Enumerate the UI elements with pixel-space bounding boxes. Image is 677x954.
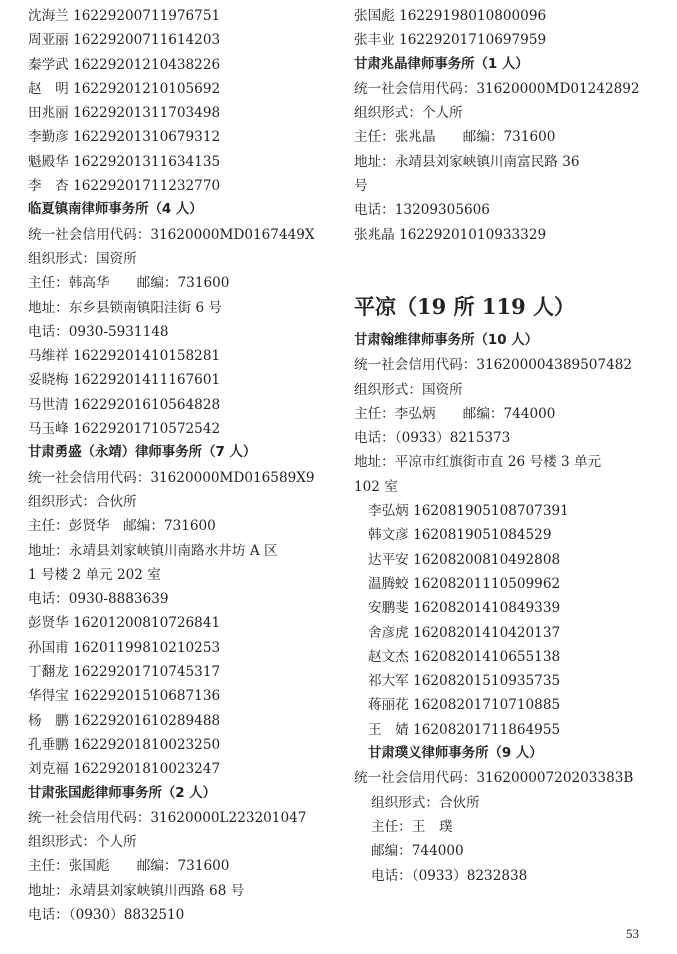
entry-line: 李弘炳 162081905108707391 <box>368 503 569 520</box>
entry-line: 地址：平凉市红旗街市直 26 号楼 3 单元 <box>354 454 602 471</box>
entry-line: 韩文彦 1620819051084529 <box>368 527 552 544</box>
firm-heading: 甘肃兆晶律师事务所（1 人） <box>354 56 529 72</box>
entry-line: 主任：王 璞 <box>371 818 453 835</box>
entry-line: 地址：东乡县锁南镇阳洼街 6 号 <box>28 299 223 316</box>
entry-line: 孙国甫 16201199810210253 <box>28 639 221 656</box>
firm-heading: 临夏镇南律师事务所（4 人） <box>28 202 203 218</box>
entry-line: 1 号楼 2 单元 202 室 <box>28 566 161 583</box>
entry-line: 主任：李弘炳 邮编：744000 <box>354 405 556 422</box>
entry-line: 妥晓梅 16229201411167601 <box>28 372 221 389</box>
entry-line: 祁大军 16208201510935735 <box>368 673 561 690</box>
firm-heading: 甘肃翰维律师事务所（10 人） <box>354 332 538 348</box>
entry-line: 电话：（0933）8232838 <box>371 867 528 884</box>
page-number: 53 <box>626 926 639 941</box>
region-heading: 平凉（19 所 119 人） <box>354 293 575 319</box>
entry-line: 舍彦虎 16208201410420137 <box>368 624 561 641</box>
entry-line: 102 室 <box>354 478 398 495</box>
entry-line: 组织形式：个人所 <box>354 105 463 122</box>
entry-line: 统一社会信用代码：31620000L223201047 <box>28 809 307 826</box>
entry-line: 组织形式：国资所 <box>354 381 463 398</box>
entry-line: 电话：（0930）8832510 <box>28 906 185 923</box>
entry-line: 张丰业 16229201710697959 <box>354 32 547 49</box>
entry-line: 田兆丽 16229201311703498 <box>28 105 221 122</box>
entry-line: 丁翻龙 16229201710745317 <box>28 664 221 681</box>
entry-line: 电话：0930-5931148 <box>28 323 169 340</box>
entry-line: 电话：0930-8883639 <box>28 591 169 608</box>
entry-line: 组织形式：个人所 <box>28 834 137 851</box>
entry-line: 号 <box>354 178 368 195</box>
entry-line: 刘克福 16229201810023247 <box>28 761 221 778</box>
entry-line: 统一社会信用代码：31620000720203383B <box>354 770 634 787</box>
entry-line: 马世清 16229201610564828 <box>28 396 221 413</box>
entry-line: 组织形式：合伙所 <box>371 794 480 811</box>
entry-line: 主任：彭贤华 邮编：731600 <box>28 518 216 535</box>
entry-line: 赵 明 16229201210105692 <box>28 80 221 97</box>
entry-line: 主任：韩高华 邮编：731600 <box>28 275 230 292</box>
entry-line: 电话：（0933）8215373 <box>354 430 511 447</box>
entry-line: 王 婧 16208201711864955 <box>368 721 561 738</box>
entry-line: 周亚丽 16229200711614203 <box>28 32 221 49</box>
entry-line: 张国彪 16229198010800096 <box>354 8 547 24</box>
entry-line: 主任：张兆晶 邮编：731600 <box>354 129 556 146</box>
entry-line: 主任：张国彪 邮编：731600 <box>28 858 230 875</box>
entry-line: 组织形式：合伙所 <box>28 493 137 510</box>
entry-line: 地址：永靖县刘家峡镇川南富民路 36 <box>354 153 580 170</box>
entry-line: 地址：永靖县刘家峡镇川南路水井坊 A 区 <box>28 542 278 559</box>
entry-line: 华得宝 16229201510687136 <box>28 688 221 705</box>
entry-line: 统一社会信用代码：31620000MD0167449X <box>28 226 315 243</box>
entry-line: 李勤彦 16229201310679312 <box>28 129 221 146</box>
entry-line: 地址：永靖县刘家峡镇川西路 68 号 <box>28 882 245 899</box>
entry-line: 张兆晶 16229201010933329 <box>354 226 547 243</box>
entry-line: 蒋丽花 16208201710710885 <box>368 697 561 714</box>
firm-heading: 甘肃张国彪律师事务所（2 人） <box>28 785 217 801</box>
firm-heading: 甘肃勇盛（永靖）律师事务所（7 人） <box>28 445 257 461</box>
entry-line: 统一社会信用代码：31620000MD01242892 <box>354 80 640 97</box>
entry-line: 马维祥 16229201410158281 <box>28 348 221 365</box>
entry-line: 马玉峰 16229201710572542 <box>28 421 221 438</box>
spacer <box>354 247 654 285</box>
entry-line: 统一社会信用代码：31620000MD016589X9 <box>28 469 315 486</box>
entry-line: 魁殿华 16229201311634135 <box>28 153 221 170</box>
firm-heading: 甘肃璞义律师事务所（9 人） <box>368 746 543 762</box>
entry-line: 电话：13209305606 <box>354 202 490 219</box>
entry-line: 组织形式：国资所 <box>28 250 137 267</box>
entry-line: 温腾蛟 16208201110509962 <box>368 575 561 592</box>
entry-line: 秦学武 16229201210438226 <box>28 56 221 73</box>
entry-line: 赵文杰 16208201410655138 <box>368 648 561 665</box>
right-column <box>354 4 654 888</box>
entry-line: 统一社会信用代码：316200004389507482 <box>354 357 633 374</box>
entry-line: 安鹏斐 16208201410849339 <box>368 600 561 617</box>
entry-line: 孔垂鹏 16229201810023250 <box>28 736 221 753</box>
entry-line: 达平安 16208200810492808 <box>368 551 561 568</box>
entry-line: 杨 鹏 16229201610289488 <box>28 712 221 729</box>
entry-line: 李 杏 16229201711232770 <box>28 178 221 195</box>
entry-line: 彭贤华 16201200810726841 <box>28 615 221 632</box>
entry-line: 沈海兰 16229200711976751 <box>28 8 221 24</box>
left-column <box>28 4 328 927</box>
entry-line: 邮编：744000 <box>371 843 464 860</box>
